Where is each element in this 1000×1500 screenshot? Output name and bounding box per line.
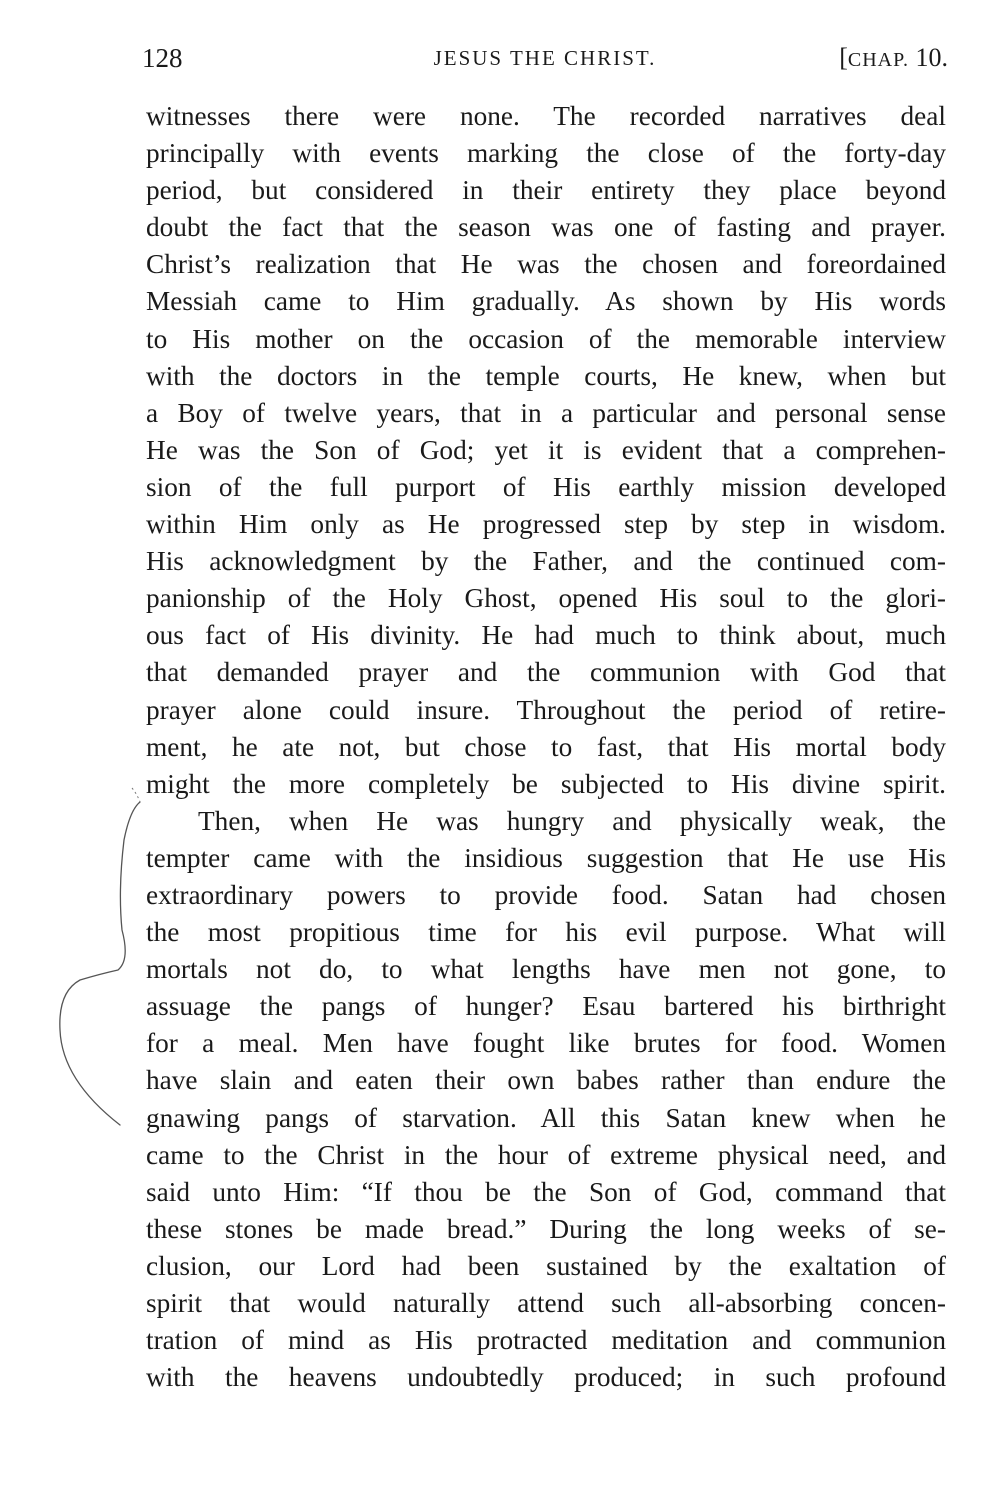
text-line: a Boy of twelve years, that in a particular and personal sense: [146, 397, 946, 428]
page-number: 128: [142, 43, 183, 73]
text-line: doubt the fact that the season was one of fasting and prayer.: [146, 212, 946, 243]
text-line: ous fact of His divinity. He had much to think about, much: [146, 620, 946, 651]
text-line: extraordinary powers to provide food. Satan had chosen: [146, 879, 946, 910]
text-line: ment, he ate not, but chose to fast, that His mortal body: [146, 731, 946, 762]
text-line: with the doctors in the temple courts, He knew, when but: [146, 360, 946, 391]
text-line: said unto Him: “If thou be the Son of God, command that: [146, 1176, 946, 1207]
text-line: prayer alone could insure. Throughout the period of retire-: [146, 694, 946, 725]
text-line: with the heavens undoubtedly produced; in such profound: [146, 1362, 946, 1393]
chapter-word: CHAP.: [847, 49, 909, 71]
pencil-tick-stroke: [132, 788, 140, 802]
text-line: have slain and eaten their own babes rather than endure the: [146, 1065, 946, 1096]
text-line: the most propitious time for his evil purpose. What will: [146, 917, 946, 948]
text-line: His acknowledgment by the Father, and the continued com-: [146, 546, 946, 577]
running-head: [142, 38, 948, 78]
pencil-bracket-mark: [40, 780, 150, 1140]
text-line: within Him only as He progressed step by step in wisdom.: [146, 509, 946, 540]
text-line: these stones be made bread.” During the long weeks of se-: [146, 1213, 946, 1244]
text-line: clusion, our Lord had been sustained by the exaltation of: [146, 1250, 946, 1281]
text-line: gnawing pangs of starvation. All this Satan knew when he: [146, 1102, 946, 1133]
text-line: for a meal. Men have fought like brutes for food. Women: [146, 1028, 946, 1059]
text-line: to His mother on the occasion of the memorable interview: [146, 323, 946, 354]
text-line: principally with events marking the close of the forty-day: [146, 138, 946, 169]
text-line: came to the Christ in the hour of extreme physical need, and: [146, 1139, 946, 1170]
text-line: panionship of the Holy Ghost, opened His soul to the glori-: [146, 583, 946, 614]
chapter-label: [839, 38, 948, 80]
body-text: [146, 98, 946, 1396]
pencil-bracket-stroke: [60, 802, 140, 1125]
chapter-bracket: [: [839, 43, 848, 72]
text-line: might the more completely be subjected to His divine spirit.: [146, 768, 946, 799]
text-line: sion of the full purport of His earthly mission developed: [146, 471, 946, 502]
text-line: Christ’s realization that He was the chosen and foreordained: [146, 249, 946, 280]
text-line: mortals not do, to what lengths have men not gone, to: [146, 954, 946, 985]
chapter-number: 10.: [909, 43, 948, 72]
text-line: witnesses there were none. The recorded narratives deal: [146, 101, 946, 131]
text-line: Messiah came to Him gradually. As shown by His words: [146, 286, 946, 317]
paragraph-start-line: Then, when He was hungry and physically weak, the: [198, 805, 946, 836]
running-title: JESUS THE CHRIST.: [433, 46, 657, 70]
text-line: tempter came with the insidious suggestion that He use His: [146, 842, 946, 873]
text-line: tration of mind as His protracted meditation and communion: [146, 1325, 946, 1356]
text-line: assuage the pangs of hunger? Esau bartered his birthright: [146, 991, 946, 1022]
text-line: He was the Son of God; yet it is evident that a comprehen-: [146, 434, 946, 465]
text-line: spirit that would naturally attend such all-absorbing concen-: [146, 1288, 946, 1318]
text-line: that demanded prayer and the communion with God that: [146, 657, 946, 688]
text-line: period, but considered in their entirety they place beyond: [146, 175, 946, 206]
